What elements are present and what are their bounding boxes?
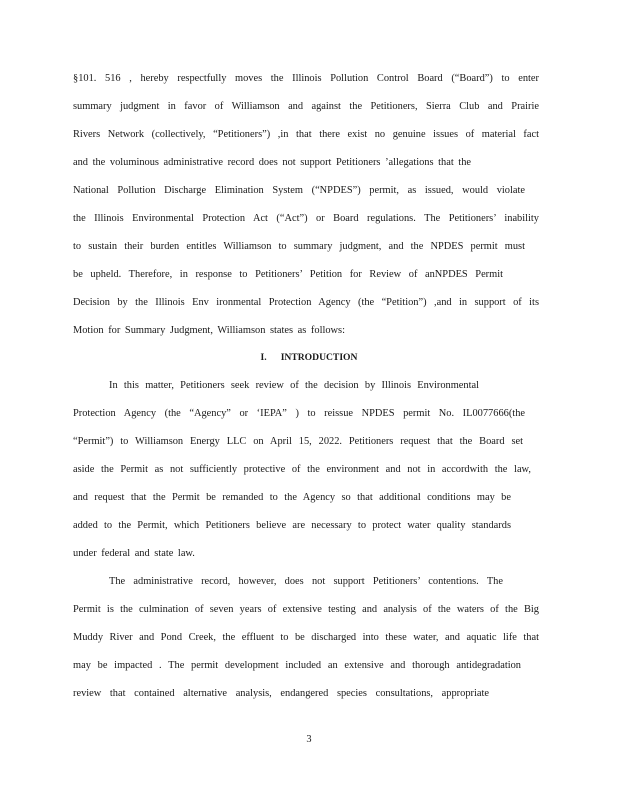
text-line: and request that the Permit be remanded to the Agency so that additional conditions may be: [73, 492, 511, 503]
text-line: and the voluminous administrative record does not support Petitioners ’allegations that the: [73, 157, 472, 168]
section-number: I.: [260, 352, 267, 363]
text-line: Rivers Network (collectively, “Petitioners”) ,in that there exist no genuine issues of material fact: [73, 129, 539, 140]
text-line: Protection Agency (the “Agency” or ‘IEPA” ) to reissue NPDES permit No. IL0077666(the: [73, 408, 525, 419]
text-line: In this matter, Petitioners seek review of the decision by Illinois Environmental: [109, 380, 479, 391]
text-line: Muddy River and Pond Creek, the effluent to be discharged into these water, and aquatic life that: [73, 632, 539, 643]
section-title: INTRODUCTION: [280, 352, 358, 363]
text-line: National Pollution Discharge Elimination System (“NPDES”) permit, as issued, would violate: [73, 185, 525, 196]
text-line: summary judgment in favor of Williamson and against the Petitioners, Sierra Club and Prairie: [73, 101, 539, 112]
text-line: under federal and state law.: [73, 548, 195, 559]
text-line: Decision by the Illinois Env ironmental Protection Agency (the “Petition”) ,and in support of its: [73, 297, 539, 308]
text-line: Permit is the culmination of seven years of extensive testing and analysis of the waters of the Big: [73, 604, 539, 615]
text-line: be upheld. Therefore, in response to Petitioners’ Petition for Review of anNPDES Permit: [73, 269, 503, 280]
section-heading: [0, 351, 618, 365]
text-line: The administrative record, however, does not support Petitioners’ contentions. The: [109, 576, 503, 587]
text-line: the Illinois Environmental Protection Act (“Act”) or Board regulations. The Petitioners’ inability: [73, 213, 539, 224]
text-line: to sustain their burden entitles Williamson to summary judgment, and the NPDES permit must: [73, 241, 525, 252]
text-line: added to the Permit, which Petitioners believe are necessary to protect water quality standards: [73, 520, 511, 531]
text-line: “Permit”) to Williamson Energy LLC on April 15, 2022. Petitioners request that the Board set: [73, 436, 523, 447]
text-line: Motion for Summary Judgment, Williamson states as follows:: [73, 325, 345, 336]
text-line: §101. 516 , hereby respectfully moves the Illinois Pollution Control Board (“Board”) to enter: [73, 73, 539, 84]
page-number: 3: [306, 734, 312, 745]
text-line: may be impacted . The permit development included an extensive and thorough antidegradation: [73, 660, 521, 671]
text-line: review that contained alternative analysis, endangered species consultations, appropriate: [73, 688, 489, 699]
text-line: aside the Permit as not sufficiently protective of the environment and not in accordwith the law,: [73, 464, 531, 475]
